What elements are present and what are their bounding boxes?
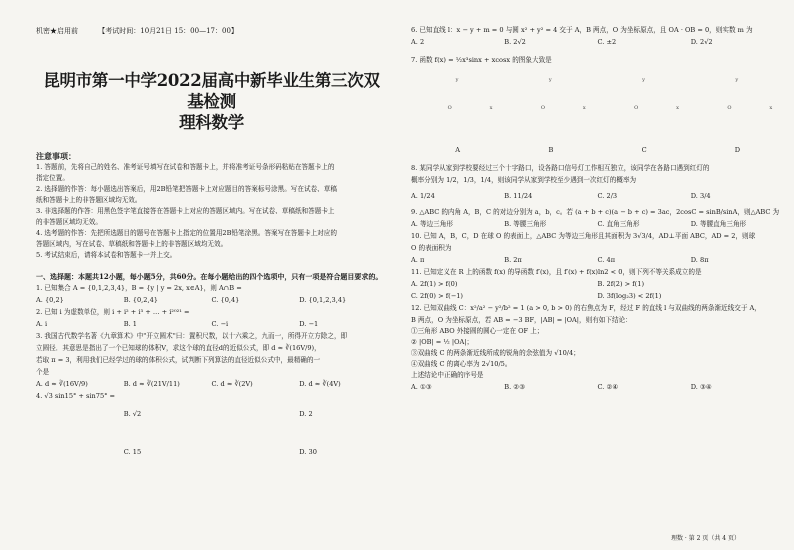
question-7-options [411, 144, 784, 156]
note-line: 2. 选择题的作答：每小题选出答案后，用2B铅笔把答题卡上对应题目的答案标号涂黑。写在试卷、草稿 [36, 185, 337, 193]
question-4: 4. √3 sin15° + sin75° = [36, 392, 116, 400]
graph-axis-label: O [447, 105, 452, 111]
option: C. 2/3 [597, 192, 618, 200]
option: B. √2 [123, 410, 142, 418]
question-8-line: 概率分别为 1/2，1/3，1/4，则该同学从家到学校至少遇到一次红灯的概率为 [411, 176, 637, 184]
option: B. 1 [123, 320, 137, 328]
graph-d [697, 75, 777, 135]
option: A. 等边三角形 [411, 220, 453, 228]
question-12-statement: ② |OB| = ½ |OA|； [411, 338, 474, 346]
question-4-options-row-2 [36, 446, 387, 458]
notes-heading: 注意事项： [36, 151, 76, 161]
question-3-options [36, 378, 387, 390]
option: C. −i [211, 320, 229, 328]
question-7-graphs [411, 70, 784, 140]
note-line: 4. 选考题的作答：先把所选题目的题号在答题卡上指定的位置用2B铅笔涂黑。答案写在答题卡上对应的 [36, 229, 337, 237]
option: C. 15 [123, 448, 142, 456]
question-1-options [36, 294, 387, 306]
question-3-line: 3. 我国古代数学名著《九章算术》中"开立圆术"曰：置积尺数，以十六乘之，九而一，所得开立方除之，即 [36, 332, 348, 340]
graph-axis-label: O [634, 105, 639, 111]
question-10-line: 10. 已知 A，B，C，D 在球 O 的表面上，△ABC 为等边三角形且其面积为 3√3/4，AD⊥平面 ABC，AD = 2，则球 [411, 232, 756, 240]
note-line: 指定位置。 [36, 174, 69, 182]
option: A. 2f(1) > f(0) [411, 280, 458, 288]
graph-axis-label: y [642, 77, 645, 83]
option: A [455, 146, 460, 154]
option: B. 11/24 [504, 192, 533, 200]
option: C. 4π [597, 256, 616, 264]
question-6: 6. 已知直线 l：x − y + m = 0 与圆 x² + y² = 4 交于 A，B 两点，O 为坐标原点，且 OA · OB = 0，则实数 m 为 [411, 26, 753, 34]
question-3-line: 若取 π = 3，利用我们已经学过的球的体积公式，试判断下列算法的直径近似公式中，最精确的一 [36, 356, 321, 364]
option: A. π [411, 256, 425, 264]
paper-title-line-2: 理科数学 [179, 113, 244, 132]
question-8-line: 8. 某同学从家到学校要经过三个十字路口，设各路口信号灯工作相互独立，该同学在各路口遇到红灯的 [411, 164, 710, 172]
notes-list [36, 162, 387, 261]
option: A. 2 [411, 38, 425, 46]
graph-axis-label: y [735, 77, 739, 83]
option: B. ②③ [504, 383, 526, 391]
question-12-statement: ③双曲线 C 的两条渐近线所成的锐角的余弦值为 √10/4； [411, 349, 580, 357]
question-11-options-row-2 [411, 290, 784, 302]
question-12-statement: ④双曲线 C 的离心率为 2√10/5。 [411, 360, 512, 368]
option: C. 直角三角形 [597, 220, 640, 228]
note-line: 纸和答题卡上的非答题区域均无效。 [36, 196, 142, 204]
option: C [641, 146, 647, 154]
note-line: 3. 非选择题的作答：用黑色签字笔直接答在答题卡上对应的答题区域内。写在试卷、草稿纸和答题卡上 [36, 207, 335, 215]
question-10-options [411, 254, 784, 266]
graph-axis-label: O [727, 105, 732, 111]
option [36, 446, 124, 458]
question-2: 2. 已知 i 为虚数单位，则 i + i² + i³ + … + i²⁰²¹ = [36, 308, 190, 316]
option: C. ±2 [597, 38, 617, 46]
option: D. 2√2 [690, 38, 713, 46]
note-line: 的非答题区域均无效。 [36, 218, 102, 226]
question-4-options-row-1 [36, 408, 387, 420]
question-12-line: 12. 已知双曲线 C：x²/a² − y²/b² = 1 (a > 0, b > 0) 的右焦点为 F，经过 F 的直线 l 与双曲线的两条渐近线交于 A， [411, 304, 761, 312]
right-page [397, 0, 794, 550]
option: C. ②④ [597, 383, 619, 391]
option: D. ③④ [690, 383, 712, 391]
question-2-options [36, 318, 387, 330]
question-11: 11. 已知定义在 R 上的函数 f(x) 的导函数 f′(x)，且 f′(x) + f(x)ln2 < 0，则下列不等关系成立的是 [411, 268, 702, 276]
question-12-prompt: 上述结论中正确的序号是 [411, 371, 484, 379]
exam-header [36, 26, 387, 36]
option: D. {0,1,2,3,4} [299, 296, 347, 304]
question-12-options [411, 381, 784, 393]
graph-b [511, 75, 591, 135]
question-9-options [411, 218, 784, 230]
exam-time: 【考试时间：10月21日 15：00—17：00】 [98, 27, 238, 35]
option [212, 446, 300, 458]
question-8 [411, 162, 784, 186]
graph-axis-label: y [548, 77, 552, 83]
option: B. 2√2 [504, 38, 526, 46]
option: C. 2f(0) > f(−1) [411, 292, 463, 300]
note-line: 5. 考试结束后，请将本试卷和答题卡一并上交。 [36, 251, 177, 259]
option [36, 408, 124, 420]
option: D. d ≈ ∛(4V) [299, 380, 341, 388]
option: D. 8π [690, 256, 709, 264]
question-12-line: B 两点，O 为坐标原点，若 AB = −3 BF，|AB| = |OA|，则有如下结论： [411, 316, 632, 324]
option: B. {0,2,4} [123, 296, 158, 304]
page-footer: 理数 · 第 2 页（共 4 页） [671, 535, 740, 542]
question-12 [411, 302, 784, 326]
paper-title [36, 70, 387, 133]
option: A. i [36, 320, 48, 328]
graph-axis-label: x [489, 105, 493, 111]
question-11-options-row-1 [411, 278, 784, 290]
option: D [734, 146, 741, 154]
graph-axis-label: O [540, 105, 545, 111]
option: A. ①③ [411, 383, 432, 391]
confidential-label: 机密★启用前 [36, 27, 78, 35]
option: D. 30 [299, 448, 317, 456]
question-3 [36, 330, 387, 378]
graph-c [604, 75, 684, 135]
option: C. d ≈ ∛(2V) [211, 380, 253, 388]
option: B. 等腰三角形 [504, 220, 547, 228]
note-line: 1. 答题前，先将自己的姓名、准考证号填写在试卷和答题卡上，并将准考证号条形码粘贴在答题卡上的 [36, 163, 335, 171]
option: B. 2f(2) > f(1) [597, 280, 645, 288]
option: D. 3f(log₂3) < 2f(1) [597, 292, 662, 300]
option: D. 等腰直角三角形 [690, 220, 747, 228]
option: B [548, 146, 554, 154]
section-heading: 一、选择题：本题共12小题，每小题5分，共60分。在每小题给出的四个选项中，只有一项是符合题目要求的。 [36, 272, 383, 281]
option: A. 1/24 [411, 192, 435, 200]
option: D. 2 [299, 410, 313, 418]
graph-axis-label: x [582, 105, 586, 111]
question-7: 7. 函数 f(x) = ½x³sinx + xcosx 的图象大致是 [411, 56, 552, 64]
question-6-options [411, 36, 784, 48]
option: B. d ≈ ∛(21V/11) [123, 380, 180, 388]
question-3-line: 个是 [36, 368, 50, 376]
option: A. d ≈ ∛(16V/9) [36, 380, 88, 388]
note-line: 答题区域内，写在试卷、草稿纸和答题卡上的非答题区域均无效。 [36, 240, 228, 248]
graph-axis-label: y [455, 77, 459, 83]
graph-a [418, 75, 498, 135]
question-12-statement: ①三角形 ABO 外接圆的圆心一定在 OF 上； [411, 327, 544, 335]
option: A. {0,2} [36, 296, 64, 304]
graph-axis-label: x [769, 105, 773, 111]
graph-axis-label: x [676, 105, 679, 111]
option: C. {0,4} [211, 296, 240, 304]
question-8-options [411, 190, 784, 202]
paper-title-line-1: 昆明市第一中学2022届高中新毕业生第三次双基检测 [43, 71, 380, 111]
question-10-line: O 的表面积为 [411, 244, 452, 252]
option [212, 408, 300, 420]
option: D. 3/4 [690, 192, 711, 200]
option: B. 2π [504, 256, 522, 264]
question-9: 9. △ABC 的内角 A，B，C 的对边分别为 a，b，c。若 (a + b + c)(a − b + c) = 3ac，2cosC = sinB/sinA，则△ABC 为 [411, 208, 780, 216]
question-3-line: 立圆径．其意思是指出了一个已知球的体积V，求这个球的直径d的近似公式，即 d ≈ ∛(16V/9)， [36, 344, 321, 352]
option: D. −1 [299, 320, 319, 328]
question-1: 1. 已知集合 A = {0,1,2,3,4}，B = {y | y = 2x, x∈A}，则 A∩B = [36, 284, 242, 292]
question-10 [411, 230, 784, 254]
